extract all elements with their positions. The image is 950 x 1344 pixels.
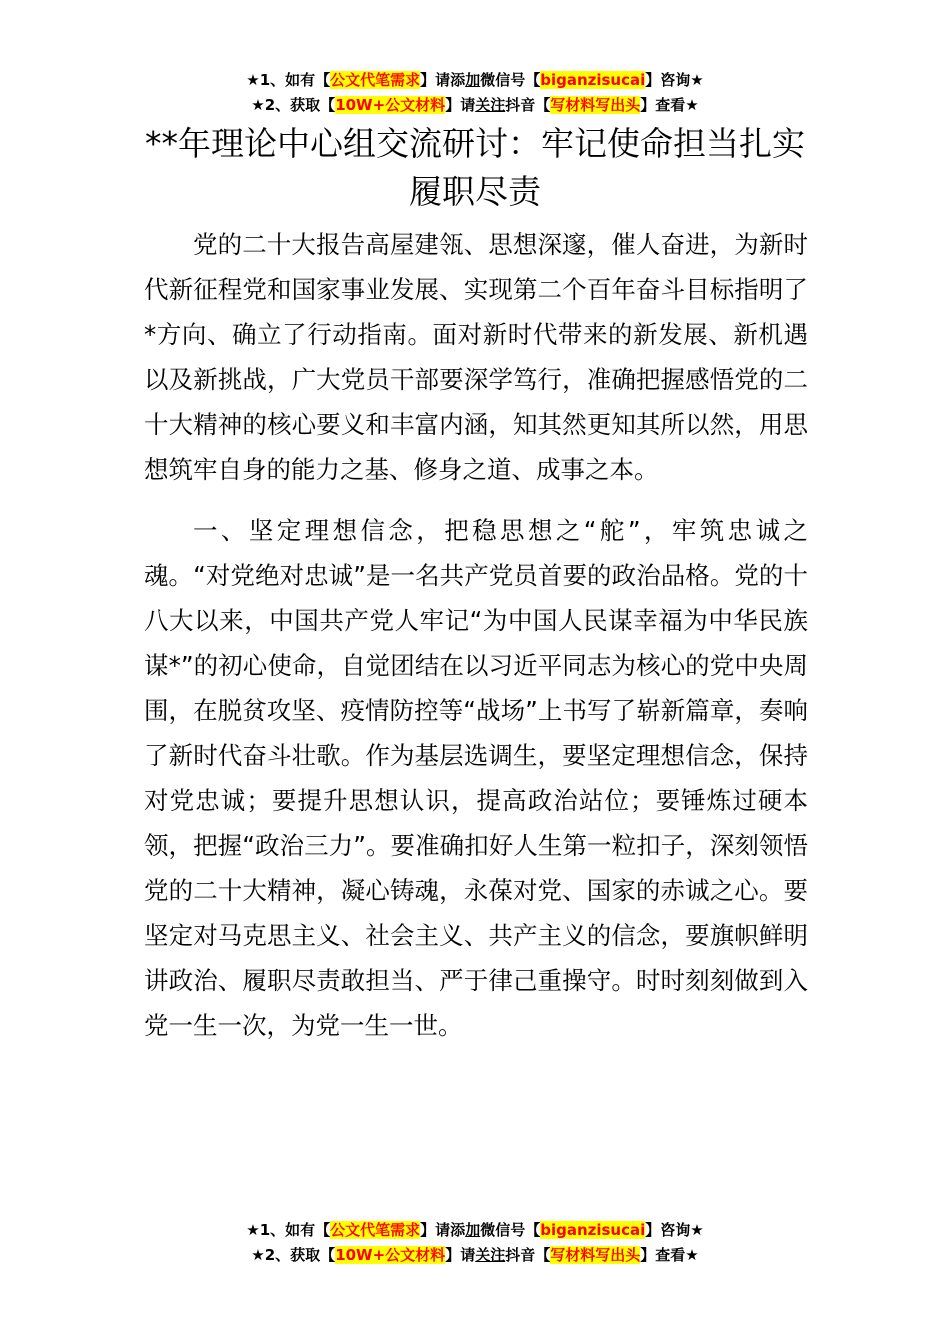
banner-line-2: [0, 1243, 950, 1268]
banner-text: 微信号【: [480, 1221, 541, 1239]
banner-text: 关注: [475, 1246, 506, 1264]
banner-text: 抖音【: [505, 96, 551, 114]
banner-line-1: [0, 68, 950, 93]
banner-text: 】查看★: [640, 96, 699, 114]
banner-text: 微信号【: [480, 71, 541, 89]
banner-text: 】咨询★: [645, 1221, 704, 1239]
banner-text: 】请添: [420, 1221, 466, 1239]
banner-text: 抖音【: [505, 1246, 551, 1264]
banner-text: ★2、获取【: [251, 1246, 336, 1264]
banner-text: 加: [465, 71, 481, 89]
banner-line-2: [0, 93, 950, 118]
highlight-materials: 10W+公文材料: [335, 1246, 446, 1264]
banner-text: ★1、如有【: [246, 71, 331, 89]
highlight-service: 公文代笔需求: [330, 1221, 421, 1239]
paragraph-intro: 党的二十大报告高屋建瓴、思想深邃，催人奋进，为新时代新征程党和国家事业发展、实现第二个百年奋斗目标指明了*方向、确立了行动指南。面对新时代带来的新发展、新机遇以及新挑战，广大党员干部要深学笃行，准确把握感悟党的二十大精神的核心要义和丰富内涵，知其然更知其所以然，用思想筑牢自身的能力之基、修身之道、成事之本。: [144, 230, 808, 484]
highlight-douyin-id: 写材料写出头: [550, 1246, 641, 1264]
banner-text: 】请添: [420, 71, 466, 89]
highlight-materials: 10W+公文材料: [335, 96, 446, 114]
footer-banner: [0, 1218, 950, 1268]
banner-text: ★1、如有【: [246, 1221, 331, 1239]
banner-text: 】查看★: [640, 1246, 699, 1264]
banner-text: ★2、获取【: [251, 96, 336, 114]
highlight-douyin-id: 写材料写出头: [550, 96, 641, 114]
document-body: [144, 222, 808, 1064]
banner-line-1: [0, 1218, 950, 1243]
header-banner: [0, 68, 950, 118]
highlight-wechat-id: biganzisucai: [540, 1221, 646, 1239]
banner-text: 】咨询★: [645, 71, 704, 89]
highlight-service: 公文代笔需求: [330, 71, 421, 89]
highlight-wechat-id: biganzisucai: [540, 71, 646, 89]
banner-text: 关注: [475, 96, 506, 114]
banner-text: 加: [465, 1221, 481, 1239]
document-title: **年理论中心组交流研讨：牢记使命担当扎实履职尽责: [145, 124, 805, 211]
paragraph-section-1: 一、坚定理想信念，把稳思想之“舵”，牢筑忠诚之魂。“对党绝对忠诚”是一名共产党员首要的政治品格。党的十八大以来，中国共产党人牢记“为中国人民谋幸福为中华民族谋*”的初心使命，自觉团结在以习近平同志为核心的党中央周围，在脱贫攻坚、疫情防控等“战场”上书写了崭新篇章，奏响了新时代奋斗壮歌。作为基层选调生，要坚定理想信念，保持对党忠诚；要提升思想认识，提高政治站位；要锤炼过硬本领，把握“政治三力”。要准确扣好人生第一粒扣子，深刻领悟党的二十大精神，凝心铸魂，永葆对党、国家的赤诚之心。要坚定对马克思主义、社会主义、共产主义的信念，要旗帜鲜明讲政治、履职尽责敢担当、严于律己重操守。时时刻刻做到入党一生一次，为党一生一世。: [144, 516, 808, 1040]
banner-text: 】请: [445, 1246, 476, 1264]
banner-text: 】请: [445, 96, 476, 114]
